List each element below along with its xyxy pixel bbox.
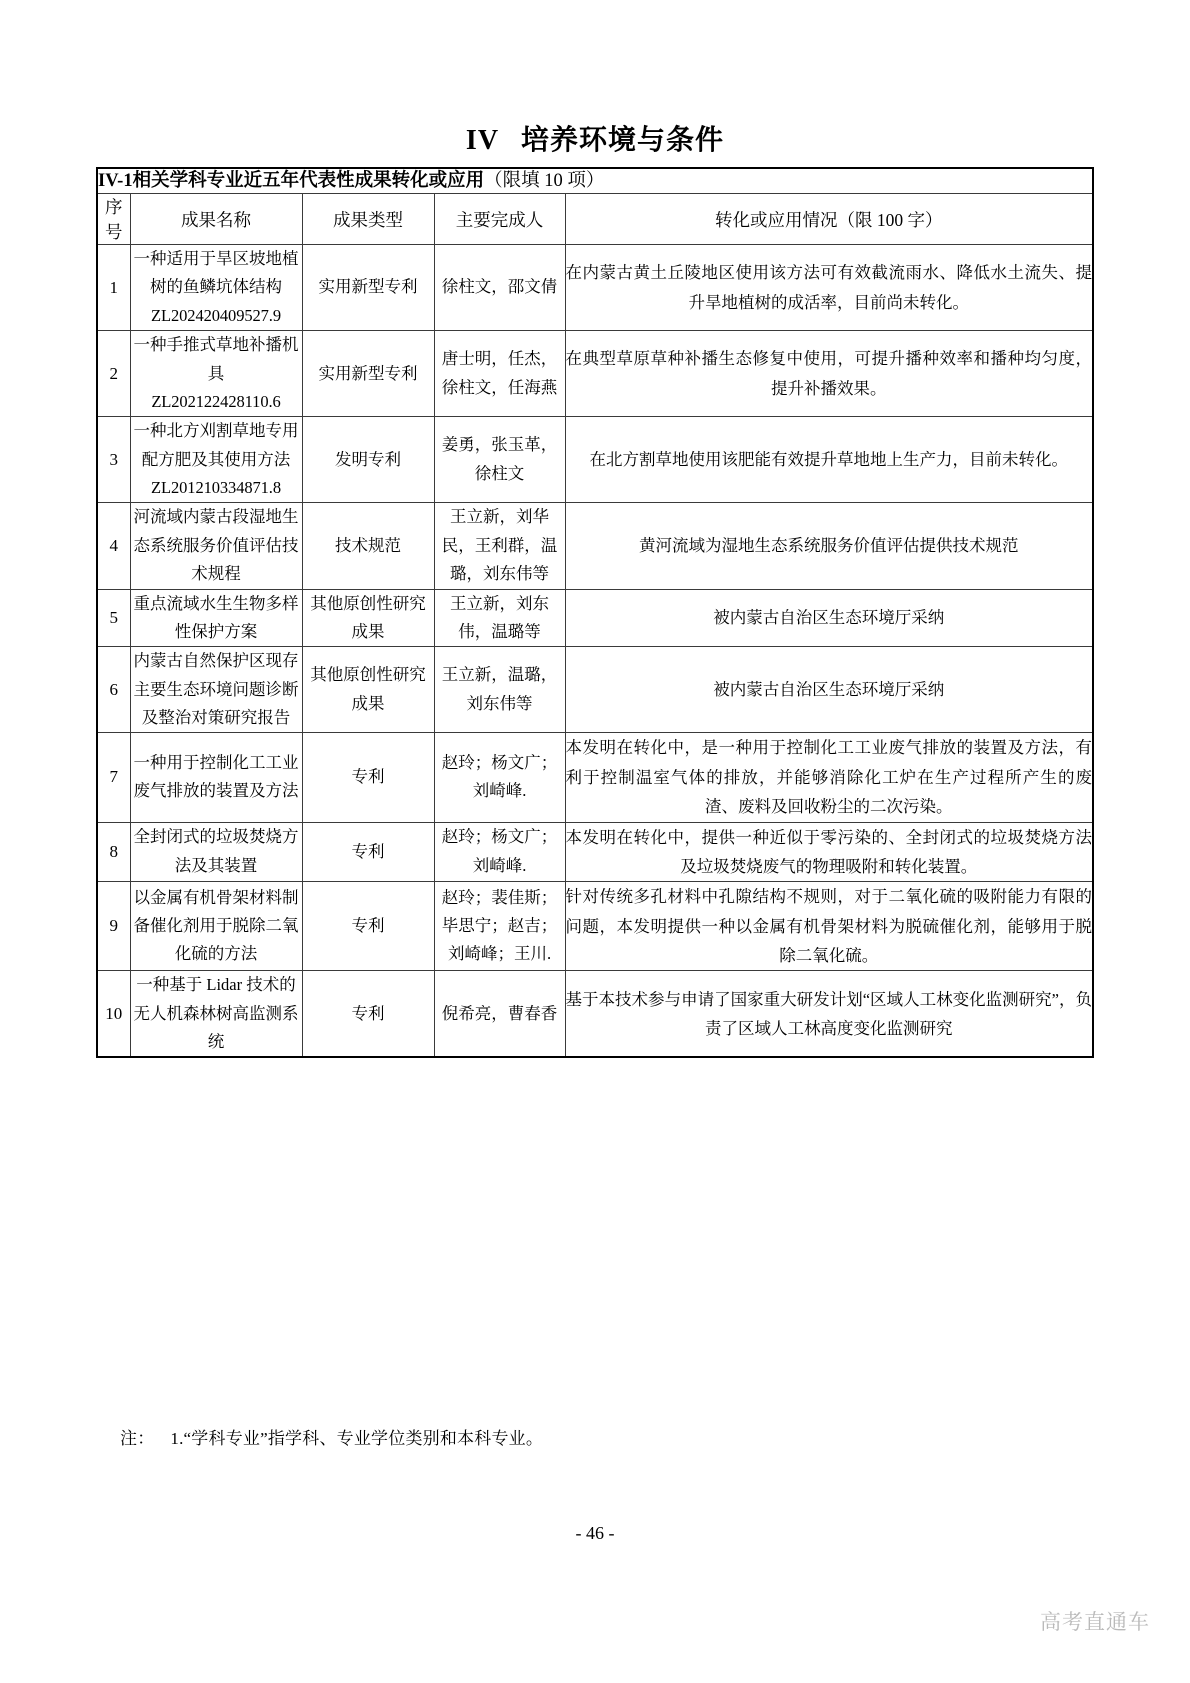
table-row [97, 245, 1093, 331]
row-index: 1 [97, 245, 130, 331]
page-title [0, 118, 1190, 158]
row-index: 6 [97, 647, 130, 733]
note-text: 1.“学科专业”指学科、专业学位类别和本科专业。 [170, 1429, 544, 1448]
row-people: 赵玲；杨文广；刘崎峰. [434, 733, 565, 822]
row-name: 河流域内蒙古段湿地生态系统服务价值评估技术规程 [130, 503, 302, 589]
row-index: 7 [97, 733, 130, 822]
page-number: - 46 - [575, 1523, 615, 1543]
table-header-row [97, 194, 1093, 245]
row-detail: 基于本技术参与申请了国家重大研发计划“区域人工林变化监测研究”，负责了区域人工林高度变化监测研究 [565, 971, 1093, 1058]
row-type: 其他原创性研究成果 [302, 647, 434, 733]
table-row [97, 647, 1093, 733]
row-name [130, 417, 302, 503]
results-table-container [96, 167, 1092, 1058]
row-index: 9 [97, 882, 130, 971]
row-people: 王立新，刘东伟，温璐等 [434, 589, 565, 647]
row-name: 以金属有机骨架材料制备催化剂用于脱除二氧化硫的方法 [130, 882, 302, 971]
column-header-type: 成果类型 [302, 194, 434, 245]
table-row [97, 882, 1093, 971]
row-type: 实用新型专利 [302, 331, 434, 417]
row-people: 赵玲；杨文广；刘崎峰. [434, 822, 565, 882]
row-people: 倪希亮，曹春香 [434, 971, 565, 1058]
column-header-index: 序号 [97, 194, 130, 245]
results-table-body [97, 168, 1093, 1057]
table-row [97, 503, 1093, 589]
section-tag: IV-1 [98, 171, 133, 191]
row-people: 姜勇，张玉革，徐柱文 [434, 417, 565, 503]
table-row [97, 971, 1093, 1058]
table-row [97, 733, 1093, 822]
row-name: 一种基于 Lidar 技术的无人机森林树高监测系统 [130, 971, 302, 1058]
row-index: 4 [97, 503, 130, 589]
row-name-text: 一种手推式草地补播机具 [133, 335, 299, 383]
row-people: 唐士明，任杰，徐柱文，任海燕 [434, 331, 565, 417]
row-detail: 在内蒙古黄土丘陵地区使用该方法可有效截流雨水、降低水土流失、提升旱地植树的成活率，目前尚未转化。 [565, 245, 1093, 331]
row-index: 5 [97, 589, 130, 647]
row-patent-number: ZL202420409527.9 [151, 305, 281, 325]
row-name: 重点流域水生生物多样性保护方案 [130, 589, 302, 647]
table-note [120, 1424, 543, 1449]
row-type: 专利 [302, 971, 434, 1058]
row-name-text: 一种适用于旱区坡地植树的鱼鳞坑体结构 [133, 249, 299, 297]
row-name: 一种用于控制化工工业废气排放的装置及方法 [130, 733, 302, 822]
row-detail: 本发明在转化中，提供一种近似于零污染的、全封闭式的垃圾焚烧方法及垃圾焚烧废气的物理吸附和转化装置。 [565, 822, 1093, 882]
row-people: 赵玲；裴佳斯；毕思宁；赵吉；刘崎峰；王川. [434, 882, 565, 971]
row-index: 2 [97, 331, 130, 417]
table-row [97, 417, 1093, 503]
row-detail: 黄河流域为湿地生态系统服务价值评估提供技术规范 [565, 503, 1093, 589]
column-header-detail: 转化或应用情况（限 100 字） [565, 194, 1093, 245]
row-detail: 本发明在转化中，是一种用于控制化工工业废气排放的装置及方法，有利于控制温室气体的排放，并能够消除化工炉在生产过程所产生的废渣、废料及回收粉尘的二次污染。 [565, 733, 1093, 822]
row-name-text: 一种北方刈割草地专用配方肥及其使用方法 [133, 421, 299, 469]
column-header-name: 成果名称 [130, 194, 302, 245]
row-detail: 被内蒙古自治区生态环境厅采纳 [565, 589, 1093, 647]
watermark: 高考直通车 [1040, 1611, 1150, 1634]
section-label: 相关学科专业近五年代表性成果转化或应用 [132, 171, 485, 191]
row-detail: 针对传统多孔材料中孔隙结构不规则，对于二氧化硫的吸附能力有限的问题，本发明提供一种以金属有机骨架材料为脱硫催化剂，能够用于脱除二氧化硫。 [565, 882, 1093, 971]
row-name [130, 245, 302, 331]
row-type: 专利 [302, 882, 434, 971]
row-type: 发明专利 [302, 417, 434, 503]
table-row [97, 589, 1093, 647]
column-header-people: 主要完成人 [434, 194, 565, 245]
row-detail: 在北方割草地使用该肥能有效提升草地地上生产力，目前未转化。 [565, 417, 1093, 503]
row-people: 徐柱文，邵文倩 [434, 245, 565, 331]
row-detail: 被内蒙古自治区生态环境厅采纳 [565, 647, 1093, 733]
section-heading-cell [97, 168, 1093, 194]
table-row [97, 331, 1093, 417]
row-index: 3 [97, 417, 130, 503]
row-type: 技术规范 [302, 503, 434, 589]
results-table [96, 167, 1094, 1058]
page-title-text: 培养环境与条件 [521, 125, 725, 156]
row-people: 王立新，温璐，刘东伟等 [434, 647, 565, 733]
page-title-numeral: IV [465, 125, 500, 156]
note-label: 注： [120, 1429, 155, 1448]
row-name: 内蒙古自然保护区现存主要生态环境问题诊断及整治对策研究报告 [130, 647, 302, 733]
row-type: 实用新型专利 [302, 245, 434, 331]
row-name [130, 331, 302, 417]
row-index: 8 [97, 822, 130, 882]
row-people: 王立新，刘华民，王利群，温璐，刘东伟等 [434, 503, 565, 589]
row-patent-number: ZL201210334871.8 [151, 478, 281, 498]
row-name: 全封闭式的垃圾焚烧方法及其装置 [130, 822, 302, 882]
row-type: 其他原创性研究成果 [302, 589, 434, 647]
section-limit: （限填 10 项） [484, 171, 605, 191]
row-type: 专利 [302, 822, 434, 882]
row-patent-number: ZL202122428110.6 [151, 391, 281, 411]
table-row [97, 822, 1093, 882]
row-index: 10 [97, 971, 130, 1058]
row-type: 专利 [302, 733, 434, 822]
row-detail: 在典型草原草种补播生态修复中使用，可提升播种效率和播种均匀度，提升补播效果。 [565, 331, 1093, 417]
section-heading-row [97, 168, 1093, 194]
